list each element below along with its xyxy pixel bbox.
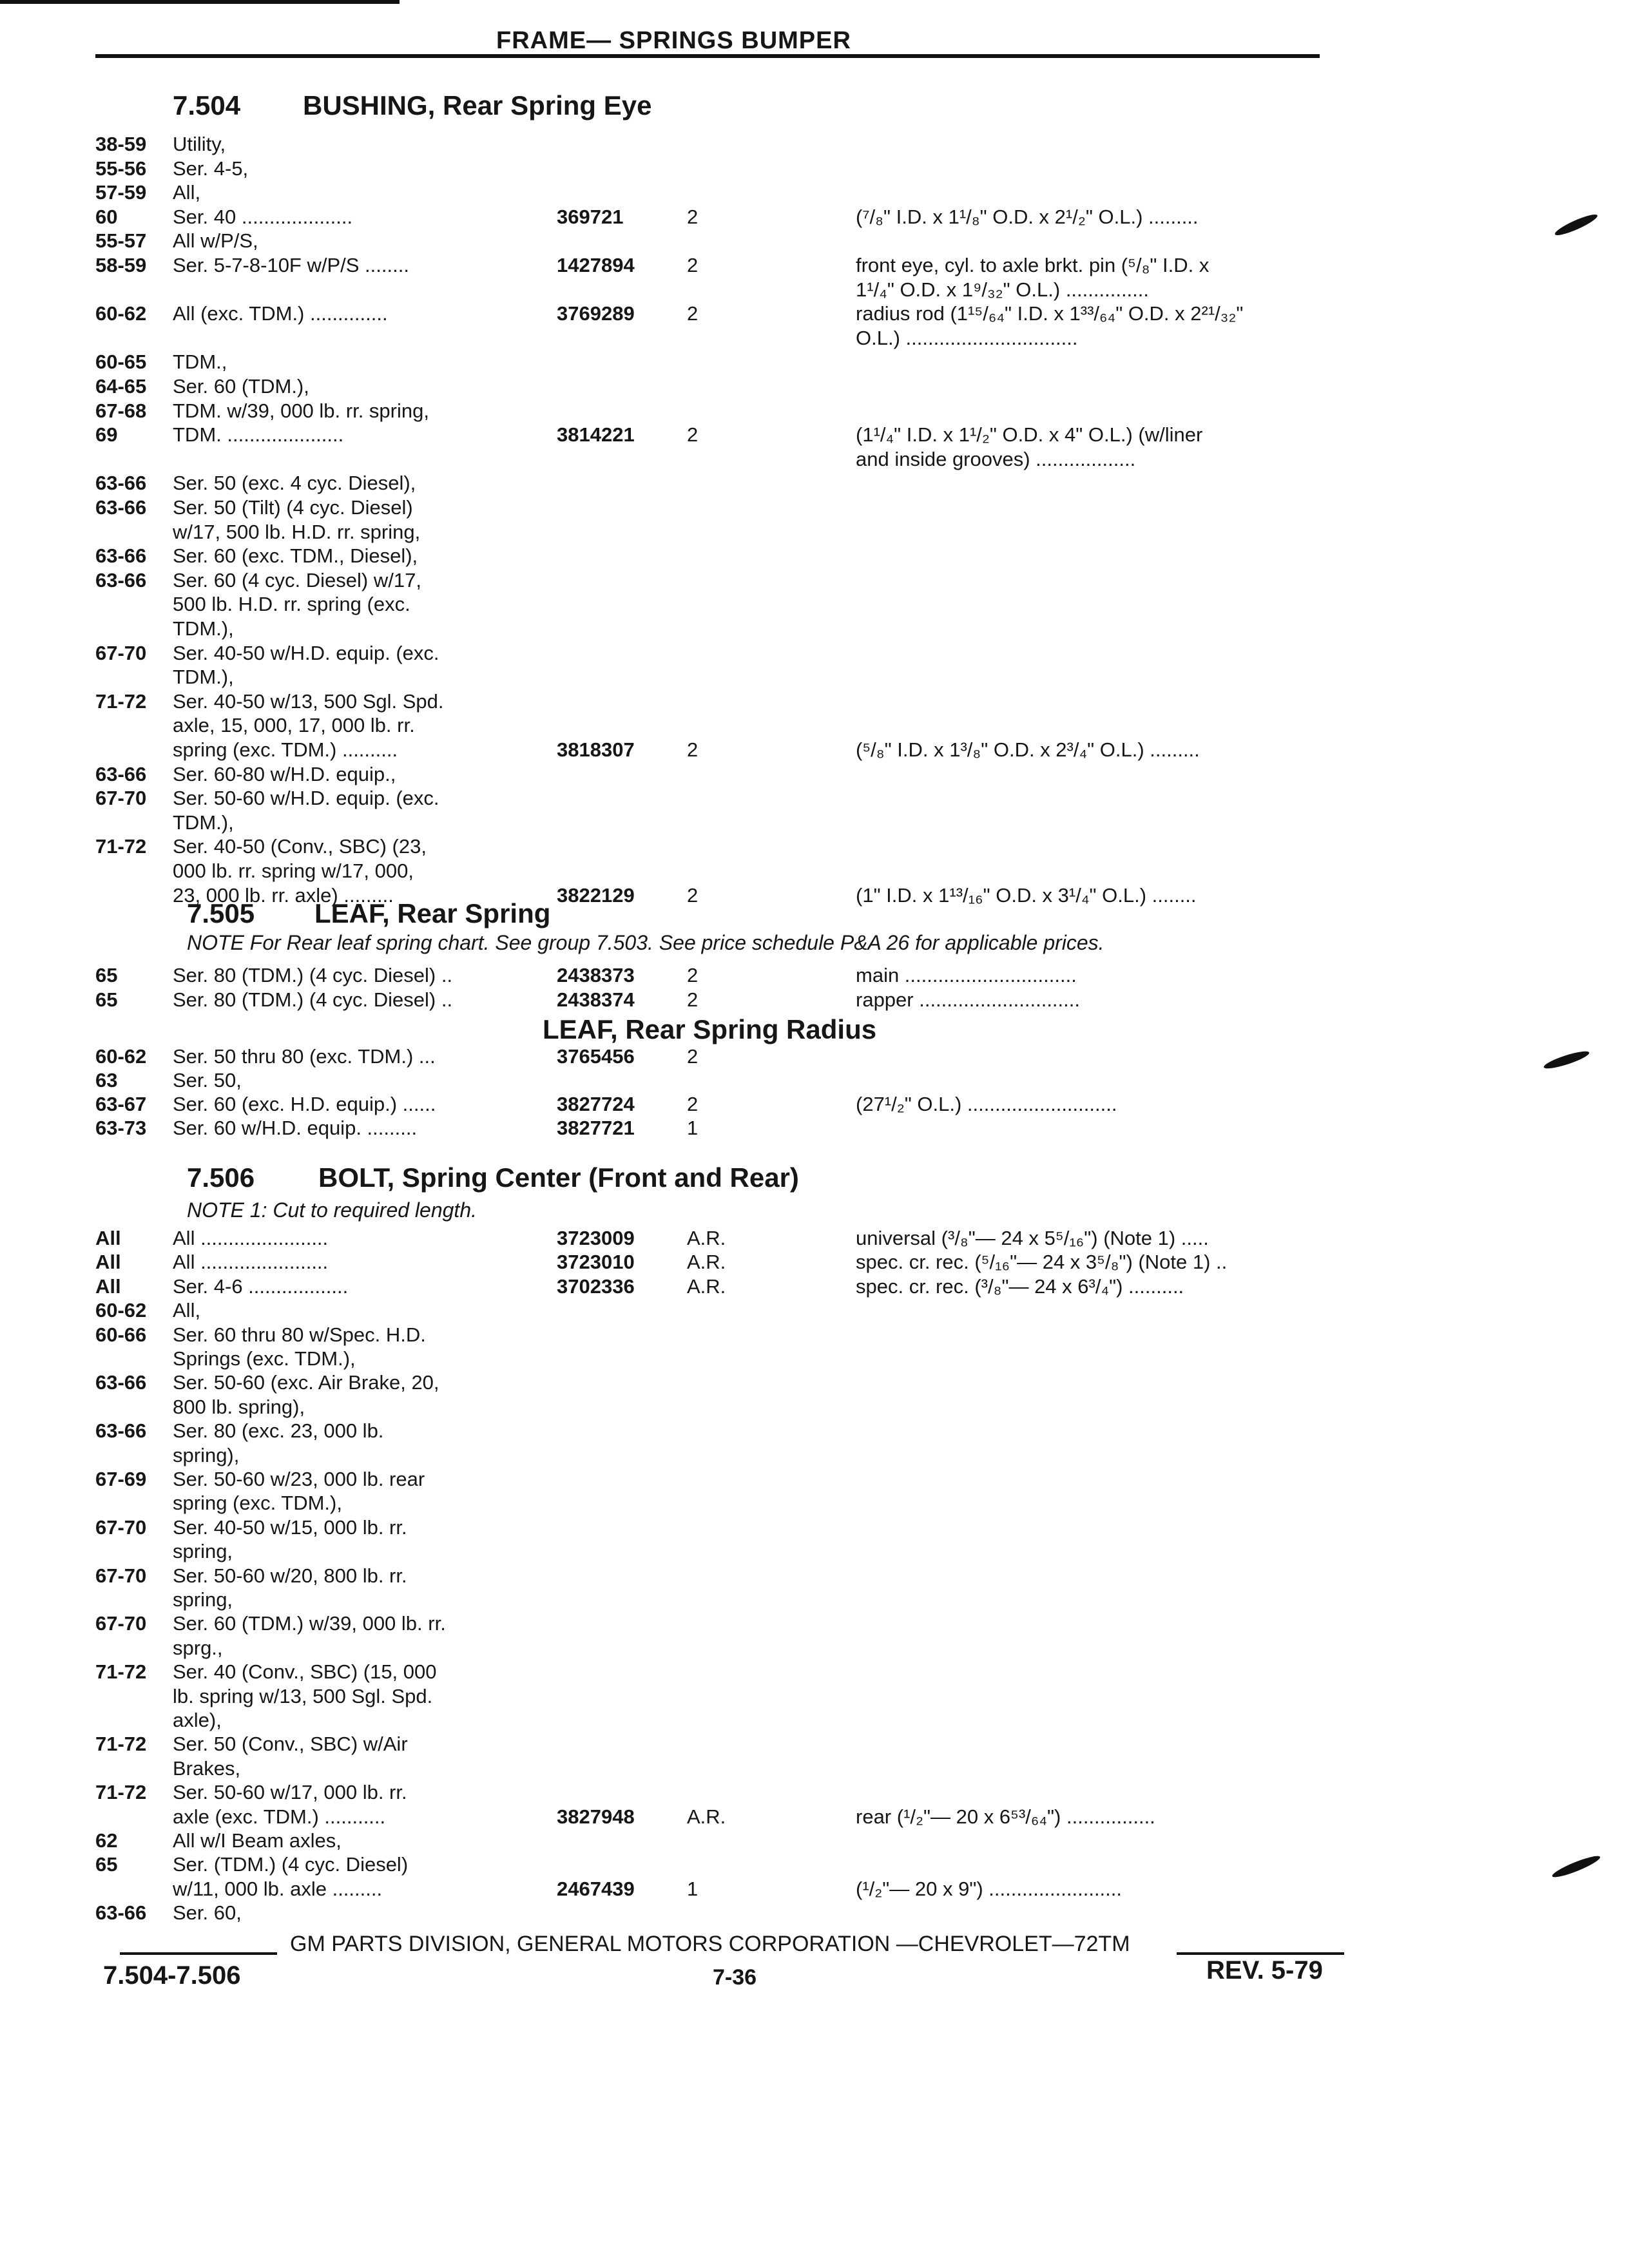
application-cell: TDM.),: [173, 666, 234, 688]
section-note: NOTE 1: Cut to required length.: [187, 1198, 477, 1222]
part-number-cell: 3827724: [557, 1093, 635, 1115]
description-cell: (⁷/₈" I.D. x 1¹/₈" O.D. x 2¹/₂" O.L.) .........: [856, 206, 1199, 228]
model-years-cell: 71-72: [95, 1733, 147, 1755]
part-number-cell: 3818307: [557, 738, 635, 761]
description-cell: O.L.) ...............................: [856, 327, 1078, 349]
table-row: [0, 133, 1629, 159]
application-cell: 500 lb. H.D. rr. spring (exc.: [173, 593, 410, 615]
part-number-cell: 3765456: [557, 1045, 635, 1068]
part-number-cell: 1427894: [557, 254, 635, 276]
model-years-cell: 67-69: [95, 1468, 147, 1490]
application-cell: Ser. 60 (4 cyc. Diesel) w/17,: [173, 569, 421, 591]
table-row: [0, 1045, 1629, 1071]
description-cell: (⁵/₈" I.D. x 1³/₈" O.D. x 2³/₄" O.L.) .........: [856, 738, 1200, 761]
table-row: [0, 593, 1629, 619]
application-cell: 000 lb. rr. spring w/17, 000,: [173, 860, 414, 882]
footer-page-number: 7-36: [713, 1965, 757, 1990]
part-number-cell: 369721: [557, 206, 624, 228]
application-cell: All .......................: [173, 1251, 329, 1273]
application-cell: All w/I Beam axles,: [173, 1829, 342, 1852]
model-years-cell: 38-59: [95, 133, 147, 155]
model-years-cell: 60-65: [95, 351, 147, 373]
table-row: [0, 1878, 1629, 1903]
table-row: [0, 763, 1629, 789]
application-cell: Ser. 80 (TDM.) (4 cyc. Diesel) ..: [173, 964, 453, 986]
application-cell: Utility,: [173, 133, 226, 155]
model-years-cell: 60-62: [95, 1299, 147, 1321]
table-row: [0, 1709, 1629, 1735]
application-cell: Ser. 40-50 w/H.D. equip. (exc.: [173, 642, 439, 664]
part-number-cell: 2438374: [557, 988, 635, 1011]
model-years-cell: 67-70: [95, 1516, 147, 1539]
application-cell: All (exc. TDM.) ..............: [173, 302, 388, 325]
model-years-cell: 63-66: [95, 544, 147, 567]
table-row: [0, 1323, 1629, 1349]
application-cell: Ser. 40-50 w/13, 500 Sgl. Spd.: [173, 690, 444, 713]
table-row: [0, 1588, 1629, 1614]
table-row: [0, 496, 1629, 522]
description-cell: radius rod (1¹⁵/₆₄" I.D. x 1³³/₆₄" O.D. x 2²¹/₃₂": [856, 302, 1244, 325]
application-cell: Ser. 5-7-8-10F w/P/S ........: [173, 254, 409, 276]
description-cell: (¹/₂"— 20 x 9") ........................: [856, 1878, 1123, 1900]
table-row: [0, 521, 1629, 546]
model-years-cell: 71-72: [95, 690, 147, 713]
application-cell: Ser. 60 (exc. H.D. equip.) ......: [173, 1093, 436, 1115]
application-cell: spring,: [173, 1588, 233, 1611]
section-title: LEAF, Rear Spring: [314, 898, 551, 928]
description-cell: (1¹/₄" I.D. x 1¹/₂" O.D. x 4" O.L.) (w/liner: [856, 423, 1203, 446]
footer-rule-left: [120, 1952, 277, 1955]
application-cell: Brakes,: [173, 1757, 241, 1780]
application-cell: Ser. 50-60 (exc. Air Brake, 20,: [173, 1371, 439, 1394]
quantity-cell: A.R.: [687, 1805, 726, 1828]
model-years-cell: 67-68: [95, 399, 147, 422]
table-row: [0, 1853, 1629, 1879]
quantity-cell: 2: [687, 738, 699, 761]
model-years-cell: 63-66: [95, 472, 147, 494]
application-cell: axle),: [173, 1709, 222, 1731]
quantity-cell: 1: [687, 1117, 699, 1139]
model-years-cell: 63-73: [95, 1117, 147, 1139]
application-cell: lb. spring w/13, 500 Sgl. Spd.: [173, 1685, 433, 1707]
application-cell: Ser. 60 w/H.D. equip. .........: [173, 1117, 418, 1139]
application-cell: Ser. 40-50 (Conv., SBC) (23,: [173, 835, 427, 858]
table-row: [0, 1371, 1629, 1397]
application-cell: 23, 000 lb. rr. axle) .........: [173, 884, 394, 907]
application-cell: Ser. 4-5,: [173, 157, 249, 180]
table-row: [0, 1757, 1629, 1783]
application-cell: axle (exc. TDM.) ...........: [173, 1805, 386, 1828]
table-row: [0, 278, 1629, 304]
application-cell: TDM.),: [173, 617, 234, 640]
table-row: [0, 1299, 1629, 1325]
table-row: [0, 811, 1629, 837]
part-number-cell: 3827948: [557, 1805, 635, 1828]
model-years-cell: 60-62: [95, 302, 147, 325]
table-row: [0, 1093, 1629, 1119]
table-row: [0, 617, 1629, 643]
description-cell: spec. cr. rec. (⁵/₁₆"— 24 x 3⁵/₈") (Note 1) ..: [856, 1251, 1228, 1273]
description-cell: (1" I.D. x 1¹³/₁₆" O.D. x 3¹/₄" O.L.) ........: [856, 884, 1197, 907]
table-row: [0, 1069, 1629, 1095]
quantity-cell: 2: [687, 988, 699, 1011]
table-row: [0, 787, 1629, 812]
quantity-cell: A.R.: [687, 1251, 726, 1273]
table-row: [0, 1251, 1629, 1276]
quantity-cell: 2: [687, 423, 699, 446]
table-row: [0, 327, 1629, 352]
application-cell: TDM.),: [173, 811, 234, 834]
table-row: [0, 206, 1629, 231]
table-row: [0, 1805, 1629, 1831]
quantity-cell: A.R.: [687, 1275, 726, 1298]
table-row: [0, 1540, 1629, 1566]
part-number-cell: 3827721: [557, 1117, 635, 1139]
application-cell: TDM.,: [173, 351, 227, 373]
table-row: [0, 860, 1629, 885]
part-number-cell: 3814221: [557, 423, 635, 446]
part-number-cell: 3723009: [557, 1227, 635, 1249]
table-row: [0, 1685, 1629, 1711]
application-cell: Ser. 60 (TDM.) w/39, 000 lb. rr.: [173, 1612, 446, 1635]
table-row: [0, 181, 1629, 207]
application-cell: Ser. 60 (TDM.),: [173, 375, 309, 398]
table-row: [0, 1901, 1629, 1927]
model-years-cell: 64-65: [95, 375, 147, 398]
quantity-cell: 2: [687, 1093, 699, 1115]
table-row: [0, 1347, 1629, 1373]
application-cell: Ser. 60 thru 80 w/Spec. H.D.: [173, 1323, 426, 1346]
application-cell: Ser. 80 (TDM.) (4 cyc. Diesel) ..: [173, 988, 453, 1011]
application-cell: Ser. 4-6 ..................: [173, 1275, 349, 1298]
section-note: NOTE For Rear leaf spring chart. See group 7.503. See price schedule P&A 26 for applicable prices.: [187, 931, 1104, 954]
table-row: [0, 1660, 1629, 1686]
model-years-cell: 57-59: [95, 181, 147, 204]
table-row: [0, 1444, 1629, 1470]
application-cell: w/11, 000 lb. axle .........: [173, 1878, 383, 1900]
application-cell: All .......................: [173, 1227, 329, 1249]
application-cell: Ser. 40 ....................: [173, 206, 353, 228]
application-cell: All w/P/S,: [173, 229, 258, 252]
table-row: [0, 1612, 1629, 1638]
application-cell: 800 lb. spring),: [173, 1396, 305, 1418]
model-years-cell: All: [95, 1251, 121, 1273]
description-cell: and inside grooves) ..................: [856, 448, 1136, 470]
table-row: [0, 375, 1629, 401]
table-row: [0, 1275, 1629, 1301]
table-row: [0, 1637, 1629, 1662]
page-header-title: FRAME— SPRINGS BUMPER: [496, 27, 851, 54]
model-years-cell: 65: [95, 988, 118, 1011]
model-years-cell: 63-66: [95, 1901, 147, 1924]
quantity-cell: A.R.: [687, 1227, 726, 1249]
model-years-cell: 58-59: [95, 254, 147, 276]
model-years-cell: All: [95, 1275, 121, 1298]
table-row: [0, 666, 1629, 691]
table-row: [0, 1468, 1629, 1494]
model-years-cell: 65: [95, 1853, 118, 1876]
table-row: [0, 1117, 1629, 1142]
table-row: [0, 1829, 1629, 1855]
part-number-cell: 2467439: [557, 1878, 635, 1900]
footer-revision: REV. 5-79: [1206, 1956, 1323, 1984]
table-row: [0, 544, 1629, 570]
section-title: LEAF, Rear Spring Radius: [543, 1014, 877, 1044]
table-row: [0, 835, 1629, 861]
table-row: [0, 1419, 1629, 1445]
description-cell: front eye, cyl. to axle brkt. pin (⁵/₈" I.D. x: [856, 254, 1210, 276]
application-cell: axle, 15, 000, 17, 000 lb. rr.: [173, 714, 415, 736]
quantity-cell: 2: [687, 884, 699, 907]
table-row: [0, 1781, 1629, 1807]
model-years-cell: All: [95, 1227, 121, 1249]
application-cell: Ser. 50,: [173, 1069, 242, 1091]
section-number: 7.504: [173, 90, 241, 120]
model-years-cell: 63-66: [95, 569, 147, 591]
table-row: [0, 351, 1629, 376]
table-row: [0, 714, 1629, 740]
model-years-cell: 63-66: [95, 763, 147, 785]
model-years-cell: 63-66: [95, 496, 147, 519]
application-cell: spring (exc. TDM.),: [173, 1492, 342, 1514]
quantity-cell: 1: [687, 1878, 699, 1900]
application-cell: TDM. w/39, 000 lb. rr. spring,: [173, 399, 429, 422]
application-cell: Ser. 60 (exc. TDM., Diesel),: [173, 544, 418, 567]
application-cell: All,: [173, 1299, 201, 1321]
model-years-cell: 67-70: [95, 1612, 147, 1635]
description-cell: rapper .............................: [856, 988, 1080, 1011]
model-years-cell: 60: [95, 206, 118, 228]
application-cell: spring),: [173, 1444, 240, 1466]
table-row: [0, 738, 1629, 764]
application-cell: Ser. 40-50 w/15, 000 lb. rr.: [173, 1516, 407, 1539]
model-years-cell: 60-66: [95, 1323, 147, 1346]
application-cell: All,: [173, 181, 201, 204]
table-row: [0, 1396, 1629, 1421]
part-number-cell: 3822129: [557, 884, 635, 907]
application-cell: spring (exc. TDM.) ..........: [173, 738, 398, 761]
application-cell: Ser. 60-80 w/H.D. equip.,: [173, 763, 396, 785]
table-row: [0, 690, 1629, 716]
section-title: BUSHING, Rear Spring Eye: [303, 90, 652, 120]
section-number: 7.506: [187, 1162, 255, 1193]
application-cell: Ser. 50 (exc. 4 cyc. Diesel),: [173, 472, 416, 494]
section-number: 7.505: [187, 898, 255, 928]
footer-section-range: 7.504-7.506: [103, 1961, 241, 1990]
application-cell: Ser. 50 (Tilt) (4 cyc. Diesel): [173, 496, 413, 519]
part-number-cell: 3769289: [557, 302, 635, 325]
description-cell: universal (³/₈"— 24 x 5⁵/₁₆") (Note 1) .....: [856, 1227, 1209, 1249]
application-cell: Ser. (TDM.) (4 cyc. Diesel): [173, 1853, 409, 1876]
model-years-cell: 63: [95, 1069, 118, 1091]
application-cell: Ser. 50 (Conv., SBC) w/Air: [173, 1733, 408, 1755]
model-years-cell: 63-66: [95, 1371, 147, 1394]
description-cell: spec. cr. rec. (³/₈"— 24 x 6³/₄") ..........: [856, 1275, 1184, 1298]
quantity-cell: 2: [687, 206, 699, 228]
model-years-cell: 67-70: [95, 1564, 147, 1587]
section-title: BOLT, Spring Center (Front and Rear): [318, 1162, 799, 1193]
model-years-cell: 65: [95, 964, 118, 986]
description-cell: main ...............................: [856, 964, 1077, 986]
model-years-cell: 71-72: [95, 1781, 147, 1803]
model-years-cell: 55-57: [95, 229, 147, 252]
application-cell: TDM. .....................: [173, 423, 344, 446]
application-cell: Ser. 40 (Conv., SBC) (15, 000: [173, 1660, 437, 1683]
model-years-cell: 62: [95, 1829, 118, 1852]
application-cell: Ser. 50-60 w/H.D. equip. (exc.: [173, 787, 439, 809]
description-cell: rear (¹/₂"— 20 x 6⁵³/₆₄") ................: [856, 1805, 1155, 1828]
application-cell: w/17, 500 lb. H.D. rr. spring,: [173, 521, 421, 543]
application-cell: Ser. 50-60 w/23, 000 lb. rear: [173, 1468, 425, 1490]
model-years-cell: 67-70: [95, 642, 147, 664]
application-cell: Ser. 50-60 w/20, 800 lb. rr.: [173, 1564, 407, 1587]
table-row: [0, 423, 1629, 449]
application-cell: Ser. 60,: [173, 1901, 242, 1924]
application-cell: sprg.,: [173, 1637, 223, 1659]
model-years-cell: 55-56: [95, 157, 147, 180]
table-row: [0, 254, 1629, 280]
application-cell: Ser. 80 (exc. 23, 000 lb.: [173, 1419, 384, 1442]
table-row: [0, 229, 1629, 255]
part-number-cell: 3723010: [557, 1251, 635, 1273]
application-cell: Ser. 50-60 w/17, 000 lb. rr.: [173, 1781, 407, 1803]
table-row: [0, 157, 1629, 183]
application-cell: spring,: [173, 1540, 233, 1562]
part-number-cell: 3702336: [557, 1275, 635, 1298]
top-left-rule: [0, 0, 400, 4]
table-row: [0, 1564, 1629, 1590]
description-cell: (27¹/₂" O.L.) ...........................: [856, 1093, 1117, 1115]
quantity-cell: 2: [687, 254, 699, 276]
table-row: [0, 642, 1629, 668]
quantity-cell: 2: [687, 302, 699, 325]
part-number-cell: 2438373: [557, 964, 635, 986]
model-years-cell: 69: [95, 423, 118, 446]
model-years-cell: 63-67: [95, 1093, 147, 1115]
model-years-cell: 71-72: [95, 1660, 147, 1683]
table-row: [0, 472, 1629, 497]
application-cell: Springs (exc. TDM.),: [173, 1347, 356, 1370]
footer-publisher: GM PARTS DIVISION, GENERAL MOTORS CORPORATION —CHEVROLET—72TM: [290, 1932, 1130, 1956]
table-row: [0, 1492, 1629, 1517]
footer-rule-right: [1177, 1952, 1344, 1955]
model-years-cell: 71-72: [95, 835, 147, 858]
table-row: [0, 1733, 1629, 1758]
model-years-cell: 60-62: [95, 1045, 147, 1068]
table-row: [0, 302, 1629, 328]
model-years-cell: 63-66: [95, 1419, 147, 1442]
table-row: [0, 569, 1629, 595]
description-cell: 1¹/₄" O.D. x 1⁹/₃₂" O.L.) ...............: [856, 278, 1150, 301]
table-row: [0, 399, 1629, 425]
table-row: [0, 1516, 1629, 1542]
table-row: [0, 448, 1629, 474]
table-row: [0, 964, 1629, 990]
table-row: [0, 1227, 1629, 1253]
model-years-cell: 67-70: [95, 787, 147, 809]
quantity-cell: 2: [687, 1045, 699, 1068]
quantity-cell: 2: [687, 964, 699, 986]
table-row: [0, 988, 1629, 1014]
application-cell: Ser. 50 thru 80 (exc. TDM.) ...: [173, 1045, 436, 1068]
